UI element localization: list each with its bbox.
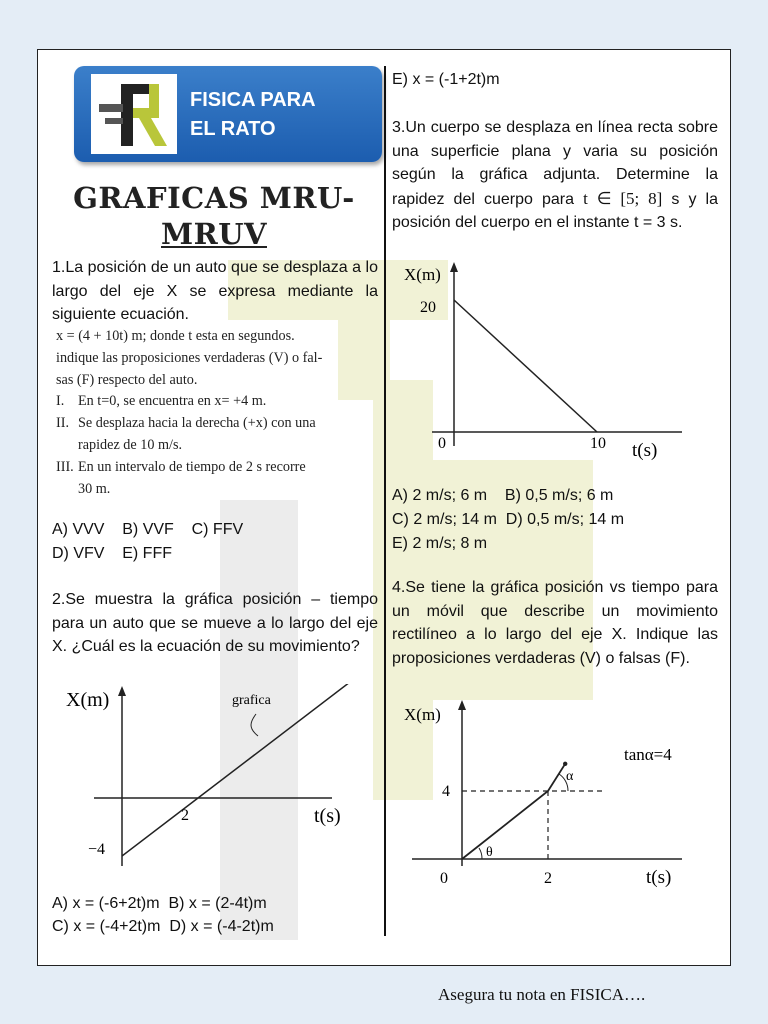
logo-text xyxy=(190,86,316,144)
title-line-2: MRUV xyxy=(161,217,267,251)
annotation-pointer xyxy=(251,714,258,736)
theta-label: θ xyxy=(486,845,493,860)
x-axis-label: t(s) xyxy=(632,440,658,461)
question-3-stem xyxy=(392,116,718,235)
series-line xyxy=(454,300,597,432)
proposition-text: En t=0, se encuentra en x= +4 m. xyxy=(78,393,267,410)
question-1-statement xyxy=(56,326,370,500)
logo-line-1: FISICA PARA xyxy=(190,89,316,111)
question-3-options: E) 2 m/s; 8 m xyxy=(392,535,488,552)
y-axis-label: X(m) xyxy=(404,705,441,724)
proposition-text: En un intervalo de tiempo de 2 s recorre xyxy=(78,458,306,475)
proposition-text: 30 m. xyxy=(78,480,111,497)
question-1-options: A) VVV B) VVF C) FFV xyxy=(52,521,244,538)
question-1-stem: 1.La posición de un auto que se desplaza a lo largo del eje X se expresa mediante la siguiente ecuación. xyxy=(52,259,378,323)
question-3-text: 3.Un cuerpo se desplaza en línea recta sobre una superficie plana y varia su posición según la gráfica adjunta. Determine la rapidez del cuerpo para xyxy=(392,119,718,208)
x-axis-label: t(s) xyxy=(314,805,341,827)
y-tick-label: 20 xyxy=(420,299,436,316)
question-3-text: s y la posición del cuerpo en el instante t = 3 s. xyxy=(392,190,719,231)
question-1-options: D) VFV E) FFF xyxy=(52,545,172,562)
title-line-1: GRAFICAS MRU- xyxy=(73,181,355,215)
proposition-text: Se desplaza hacia la derecha (+x) con una xyxy=(78,415,316,432)
question-2-stem: 2.Se muestra la gráfica posición – tiempo para un auto que se mueve a lo largo del eje X. ¿Cuál es la ecuación de su movimiento? xyxy=(52,591,378,655)
question-2-options: C) x = (-4+2t)m D) x = (-4-2t)m xyxy=(52,918,274,935)
series-line xyxy=(122,684,350,856)
y-axis-arrow xyxy=(118,686,126,696)
x-tick-label: 0 xyxy=(440,870,448,887)
question-1-instruction: indique las proposiciones verdaderas (V) o fal- xyxy=(56,349,323,366)
question-1-instruction: sas (F) respecto del auto. xyxy=(56,371,198,388)
question-3-options: C) 2 m/s; 14 m D) 0,5 m/s; 14 m xyxy=(392,511,625,528)
question-3-interval: t ∈ [5; 8] xyxy=(583,188,663,208)
tangent-annotation: tanα=4 xyxy=(624,745,672,764)
proposition-number: III. xyxy=(56,458,74,475)
worksheet-page xyxy=(37,49,731,966)
y-axis-arrow xyxy=(458,700,466,710)
brand-logo xyxy=(74,66,382,162)
question-4-graph xyxy=(402,696,712,888)
proposition-text: rapidez de 10 m/s. xyxy=(78,436,183,453)
page-title xyxy=(60,180,368,252)
question-2-option-e: E) x = (-1+2t)m xyxy=(392,71,500,88)
x-tick-label: 2 xyxy=(181,807,189,824)
series-line xyxy=(462,764,565,859)
annotation-label: grafica xyxy=(232,693,271,708)
x-tick-label: 0 xyxy=(438,435,446,452)
x-tick-label: 2 xyxy=(544,870,552,887)
question-2-options: A) x = (-6+2t)m B) x = (2-4t)m xyxy=(52,895,267,912)
y-tick-label: −4 xyxy=(88,841,106,858)
footer-text: Asegura tu nota en FISICA…. xyxy=(438,985,646,1004)
logo-mark-icon xyxy=(91,74,177,154)
proposition-item xyxy=(56,413,370,435)
y-tick-label: 4 xyxy=(442,783,450,800)
question-3-options: A) 2 m/s; 6 m B) 0,5 m/s; 6 m xyxy=(392,487,614,504)
question-2-graph xyxy=(62,684,362,880)
question-4-stem: 4.Se tiene la gráfica posición vs tiempo para un móvil que describe un movimiento rectilíneo a lo largo del eje X. Indique las proposiciones verdaderas (V) o falsas (F). xyxy=(392,579,718,667)
y-axis-arrow xyxy=(450,262,458,272)
y-axis-label: X(m) xyxy=(66,689,110,711)
end-point xyxy=(563,762,567,766)
proposition-item xyxy=(56,457,370,479)
question-1-equation: x = (4 + 10t) m; donde t esta en segundos. xyxy=(56,328,295,344)
logo-line-2: EL RATO xyxy=(190,118,276,140)
proposition-item xyxy=(56,391,370,413)
proposition-number: I. xyxy=(56,393,65,410)
proposition-number: II. xyxy=(56,415,69,432)
x-tick-label: 10 xyxy=(590,435,606,452)
x-axis-label: t(s) xyxy=(646,867,672,888)
theta-arc xyxy=(479,848,482,859)
y-axis-label: X(m) xyxy=(404,265,441,284)
column-divider xyxy=(384,66,386,936)
alpha-label: α xyxy=(566,769,574,784)
question-3-graph xyxy=(402,260,702,466)
